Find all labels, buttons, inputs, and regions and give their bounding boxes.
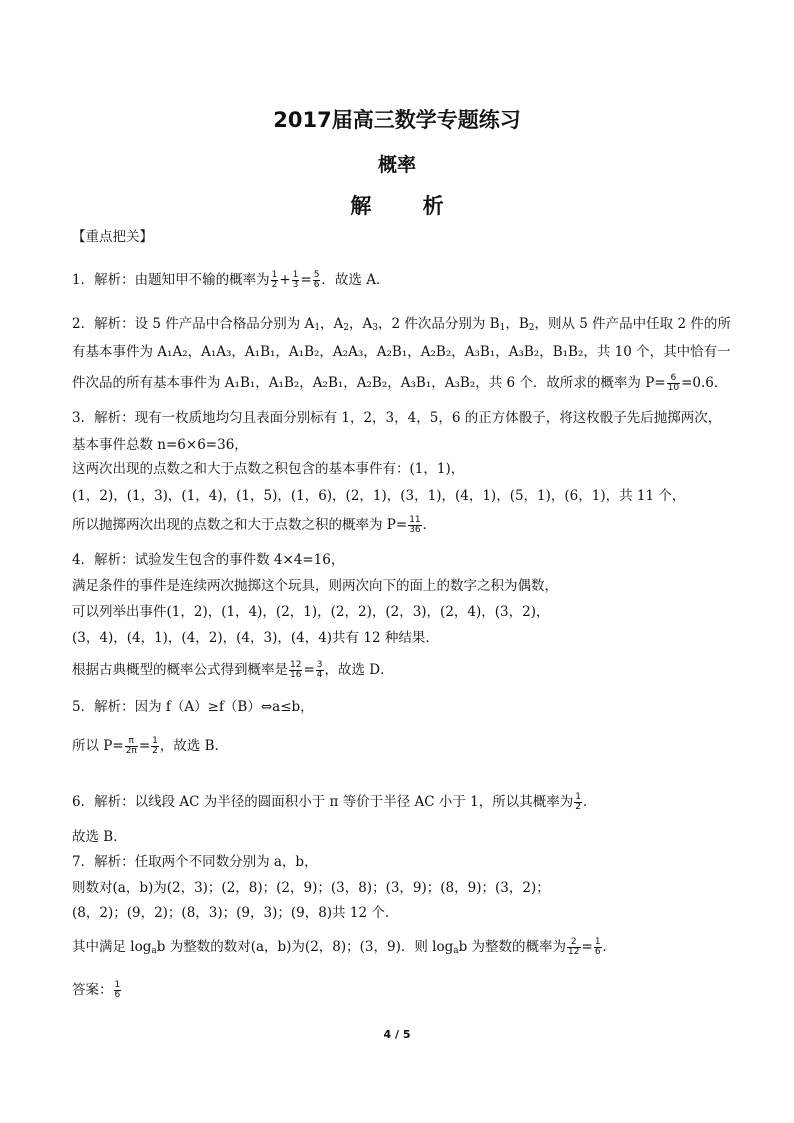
solution-6-line-2: 故选 B． bbox=[72, 829, 127, 845]
solution-4-line-5: 根据古典概型的概率公式得到概率是 $\frac{12}{16}$ = $\frac{3}{4}$ ，故选 D． bbox=[72, 660, 394, 680]
solution-4-line-4: (3，4)，(4，1)，(4，2)，(4，3)，(4，4)共有 12 种结果． bbox=[72, 630, 439, 646]
solution-7-line-3: (8，2)；(9，2)；(8，3)；(9，3)；(9，8)共 12 个． bbox=[72, 905, 399, 921]
solution-7-line-2: 则数对(a，b)为(2，3)；(2，8)；(2，9)；(3，8)；(3，9)；(8，9)；(3，2)； bbox=[72, 880, 550, 896]
solution-4-line-2: 满足条件的事件是连续两次抛掷这个玩具，则两次向下的面上的数字之积为偶数， bbox=[72, 578, 558, 594]
solution-2-line-3: 件次品的所有基本事件为 A₁B₁，A₁B₂，A₂B₁，A₂B₂，A₃B₁，A₃B₂，共 6 个．故所求的概率为 P= $\frac{6}{10}$ =0.6． bbox=[72, 373, 728, 393]
solution-3-line-5: 所以抛掷两次出现的点数之和大于点数之积的概率为 P= $\frac{11}{36}$ ． bbox=[72, 515, 437, 535]
solution-2-line-2: 有基本事件为 A₁A₂，A₁A₃，A₁B₁，A₁B₂，A₂A₃，A₂B₁，A₂B₂，A₃B₁，A₃B₂，B₁B₂，共 10 个，其中恰有一 bbox=[72, 344, 731, 360]
document-subtitle: 概率 bbox=[377, 154, 416, 176]
fraction: $\frac{\pi}{2\pi}$ bbox=[125, 736, 137, 756]
document-title: 2017届高三数学专题练习 bbox=[273, 108, 521, 132]
solution-7-line-4: 其中满足 $\log_ab$ 为整数的数对(a，b)为(2，8)；(3，9)．则 $\log_ab$ 为整数的概率为 $\frac{2}{12}$ = $\frac{1}{6}$ ． bbox=[72, 937, 617, 957]
fraction: $\frac{1}{2}$ bbox=[152, 736, 158, 756]
solution-3-line-4: (1，2)，(1，3)，(1，4)，(1，5)，(1，6)，(2，1)，(3，1)，(4，1)，(5，1)，(6，1)，共 11 个， bbox=[72, 488, 686, 504]
answer-line: 答案： $\frac{1}{6}$ bbox=[72, 980, 121, 1000]
fraction: $\frac{1}{6}$ bbox=[594, 937, 601, 957]
solution-7-line-1: 7．解析：任取两个不同数分别为 a，b， bbox=[72, 854, 318, 870]
fraction: $\frac{12}{16}$ bbox=[290, 660, 302, 680]
fraction: $\frac{1}{2}$ bbox=[271, 270, 278, 290]
solution-3-line-2: 基本事件总数 n=6×6=36， bbox=[72, 437, 248, 453]
fraction: $\frac{1}{2}$ bbox=[575, 792, 581, 812]
solution-3-line-3: 这两次出现的点数之和大于点数之积包含的基本事件有：(1，1)， bbox=[72, 461, 465, 477]
fraction: $\frac{5}{6}$ bbox=[313, 270, 320, 290]
fraction: $\frac{1}{3}$ bbox=[292, 270, 299, 290]
section-heading: 【重点把关】 bbox=[72, 229, 153, 245]
solution-4-line-1: 4．解析：试验发生包含的事件数 4×4=16， bbox=[72, 552, 345, 568]
solution-6-line-1: 6．解析：以线段 AC 为半径的圆面积小于 π 等价于半径 AC 小于 1，所以其概率为 $\frac{1}{2}$ ． bbox=[72, 792, 597, 812]
page-number: 4 / 5 bbox=[383, 1028, 411, 1041]
solution-2-line-1: 2．解析：设 5 件产品中合格品分别为 $A_1$，$A_2$，$A_3$，2 件次品分别为 $B_1$，$B_2$，则从 5 件产品中任取 2 件的所 bbox=[72, 316, 731, 333]
solution-3-line-1: 3．解析：现有一枚质地均匀且表面分别标有 1，2，3，4，5，6 的正方体骰子，将这枚骰子先后抛掷两次， bbox=[72, 410, 722, 426]
fraction: $\frac{11}{36}$ bbox=[409, 515, 421, 535]
solution-5-line-1: 5．解析：因为 f（A）≥f（B）⇔a≤b， bbox=[72, 699, 314, 715]
fraction: $\frac{6}{10}$ bbox=[667, 373, 680, 393]
solution-5-line-2: 所以 P= $\frac{\pi}{2\pi}$ = $\frac{1}{2}$ ，故选 B． bbox=[72, 736, 229, 756]
fraction: $\frac{2}{12}$ bbox=[568, 937, 580, 957]
section-title: 解 析 bbox=[350, 194, 466, 218]
fraction: $\frac{1}{6}$ bbox=[114, 980, 121, 1000]
solution-1: 1．解析：由题知甲不输的概率为 $\frac{1}{2}$ + $\frac{1}{3}$ = $\frac{5}{6}$ ．故选 A． bbox=[72, 270, 390, 290]
fraction: $\frac{3}{4}$ bbox=[316, 660, 323, 680]
solution-4-line-3: 可以列举出事件(1，2)，(1，4)，(2，1)，(2，2)，(2，3)，(2，4)，(3，2)， bbox=[72, 604, 550, 620]
